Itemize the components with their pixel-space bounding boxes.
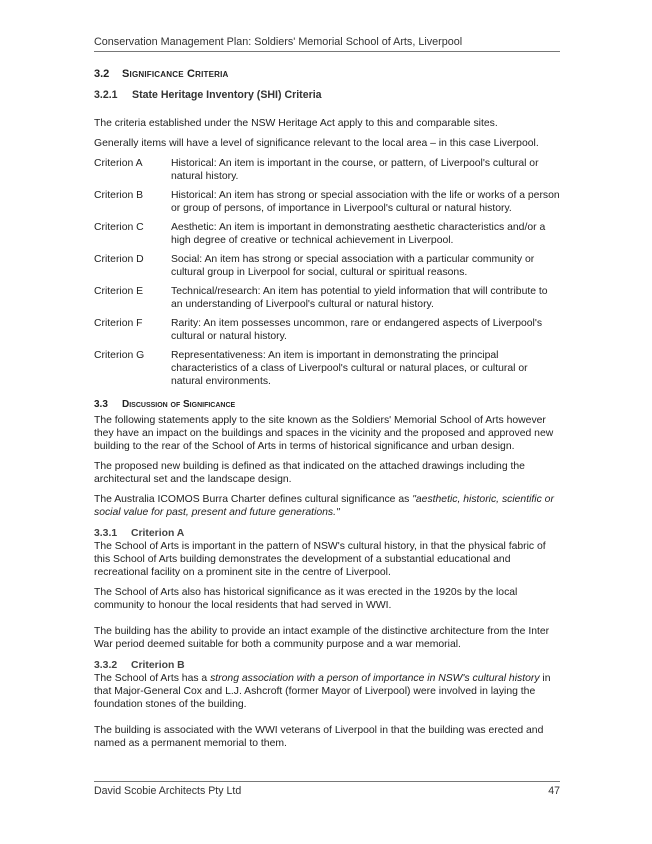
burra-quote: "aesthetic, historic, scientific or social value for past, present and future generations.": [94, 494, 554, 518]
criterion-a-paragraph: The School of Arts also has historical significance as it was erected in the 1920s by the local community to honour the local residents that had served in WWI.: [94, 587, 518, 611]
crit-b-emphasis: strong association with a person of importance in NSW's cultural history: [210, 673, 540, 684]
criterion-label: Criterion D: [94, 254, 144, 265]
section-heading-3-2: [94, 68, 560, 81]
footer-company: David Scobie Architects Pty Ltd: [94, 785, 242, 797]
criterion-row: [94, 157, 560, 183]
subsection-title: Criterion B: [131, 660, 185, 671]
criterion-row: [94, 189, 560, 215]
criterion-b-paragraph: [94, 672, 560, 711]
criterion-row: [94, 285, 560, 311]
criterion-label: Criterion G: [94, 350, 145, 361]
section-number: 3.2: [94, 68, 110, 80]
criterion-row: [94, 349, 560, 388]
criterion-definition: Technical/research: An item has potential to yield information that will contribute to an understanding of Liverpool's cultural or natural history.: [171, 286, 548, 310]
criterion-label: Criterion A: [94, 158, 143, 169]
burra-prefix: The Australia ICOMOS Burra Charter defines cultural significance as: [94, 494, 413, 505]
subsection-number: 3.3.1: [94, 528, 118, 539]
discussion-paragraph: The proposed new building is defined as that indicated on the attached drawings including the architectural set and the landscape design.: [94, 461, 525, 485]
criterion-definition: Aesthetic: An item is important in demonstrating aesthetic characteristics and/or a high degree of creative or technical achievement in Liverpool.: [171, 222, 546, 246]
criterion-definition: Representativeness: An item is important in demonstrating the principal characteristics of a class of Liverpool's cultural or natural places, or cultural or natural environments.: [171, 350, 528, 387]
page-number: 47: [548, 785, 560, 797]
subsection-number: 3.2.1: [94, 89, 118, 101]
criterion-row: [94, 317, 560, 343]
criterion-b-paragraph: The building is associated with the WWI veterans of Liverpool in that the building was erected and named as a permanent memorial to them.: [94, 725, 544, 749]
section-heading-3-3: [94, 398, 560, 411]
running-footer: [94, 781, 560, 798]
crit-b-suffix: in that Major-General Cox and L.J. Ashcroft (former Mayor of Liverpool) were involved in laying the foundation stones of the building.: [94, 673, 551, 710]
criterion-label: Criterion C: [94, 222, 144, 233]
subsection-title: State Heritage Inventory (SHI) Criteria: [132, 89, 322, 101]
subsection-heading-3-3-1: [94, 527, 560, 540]
section-title: Significance Criteria: [122, 68, 229, 80]
criterion-a-paragraph: The building has the ability to provide an intact example of the distinctive architecture from the Inter War period deemed suitable for both a community purpose and a war memorial.: [94, 626, 550, 650]
criterion-label: Criterion F: [94, 318, 143, 329]
criterion-definition: Historical: An item is important in the course, or pattern, of Liverpool's cultural or natural history.: [171, 158, 539, 182]
page-content: [94, 68, 560, 757]
criterion-row: [94, 253, 560, 279]
crit-b-prefix: The School of Arts has a: [94, 673, 211, 684]
criterion-label: Criterion E: [94, 286, 144, 297]
subsection-number: 3.3.2: [94, 660, 118, 671]
section-number: 3.3: [94, 399, 108, 410]
subsection-heading-3-3-2: [94, 659, 560, 672]
criterion-a-paragraph: The School of Arts is important in the pattern of NSW's cultural history, in that the physical fabric of this School of Arts building demonstrates the development of a substantial educational and recreational facility on a prominent site in the centre of Liverpool.: [94, 541, 546, 578]
discussion-paragraph: The following statements apply to the site known as the Soldiers' Memorial School of Arts however they have an impact on the buildings and spaces in the vicinity and the proposed and approved new building to the rear of the School of Arts in terms of historical significance and urban design.: [94, 415, 554, 452]
intro-paragraph: Generally items will have a level of significance relevant to the local area – in this case Liverpool.: [94, 138, 539, 149]
criterion-row: [94, 221, 560, 247]
criterion-definition: Historical: An item has strong or special association with the life or works of a person or group of persons, of importance in Liverpool's cultural or natural history.: [171, 190, 560, 214]
running-header: Conservation Management Plan: Soldiers' Memorial School of Arts, Liverpool: [94, 36, 560, 52]
intro-paragraph: The criteria established under the NSW Heritage Act apply to this and comparable sites.: [94, 118, 498, 129]
criterion-definition: Social: An item has strong or special association with a particular community or cultural group in Liverpool for social, cultural or spiritual reasons.: [171, 254, 535, 278]
subsection-title: Criterion A: [131, 528, 185, 539]
burra-charter-paragraph: [94, 493, 560, 519]
section-title: Discussion of Significance: [122, 399, 236, 410]
criterion-label: Criterion B: [94, 190, 144, 201]
subsection-heading-3-2-1: [94, 89, 560, 102]
criterion-definition: Rarity: An item possesses uncommon, rare or endangered aspects of Liverpool's cultural or natural history.: [171, 318, 543, 342]
